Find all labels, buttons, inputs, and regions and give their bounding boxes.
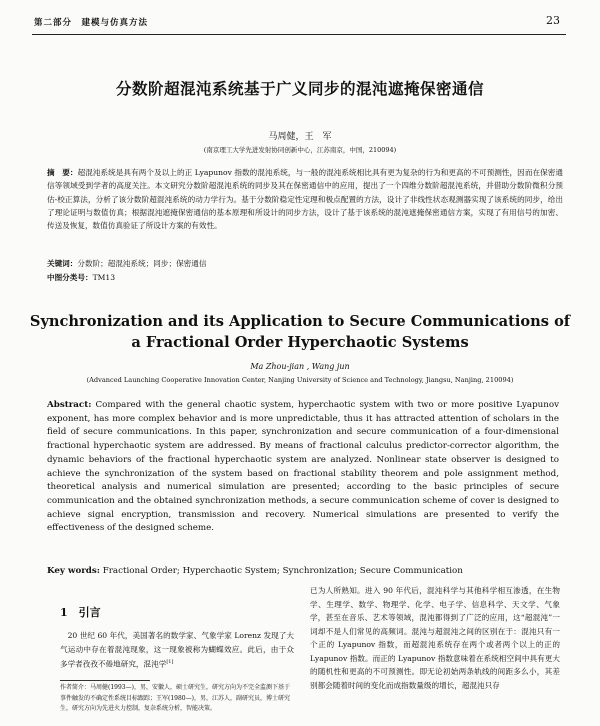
- keywords-cn-text: 分数阶；超混沌系统；同步；保密通信: [77, 259, 207, 268]
- section-heading-introduction: 1 引言: [60, 606, 101, 619]
- body-right-column: [310, 584, 560, 692]
- clc-number: [47, 272, 115, 283]
- citation-1: [1]: [166, 659, 174, 665]
- running-head: 第二部分 建模与仿真方法: [34, 18, 149, 28]
- abstract-cn-label: 摘 要：: [47, 168, 78, 177]
- footnote-rule: [60, 680, 150, 681]
- title-en-line1: Synchronization and its Application to Secure Communications of: [29, 313, 571, 330]
- affiliation-cn: (南京理工大学先进发射协同创新中心，江苏南京，中国，210094): [203, 146, 397, 154]
- clc-value: TM13: [92, 273, 116, 282]
- authors-cn: 马周健，王 军: [268, 132, 332, 142]
- abstract-en-text: Compared with the general chaotic system, hyperchaotic system with two or more positive Lyapunov exponent, has more complex behavior and is more unpredictable, thus it has attracted attention of scholars in the field of secure communications. In this paper, synchronization and secure communication of a four-dimensional fractional hyperchaotic system are addressed. By means of fractional calculus predictor-corrector algorithm, the dynamic behaviors of the fractional hyperchaotic system are analyzed. Nonlinear state observer is designed to achieve the synchronization of the system based on fractional stability theorem and pole assignment method, theoretical analysis and numerical simulation are presented; according to the basic principles of secure communication and the obtained synchronization methods, a secure communication scheme of cover is designed to achieve signal encryption, transmission and recovery. Numerical simulations are presented to verify the effectiveness of the designed scheme.: [47, 400, 559, 534]
- affiliation-en: (Advanced Launching Cooperative Innovation Center, Nanjing University of Science and Technology, Jiangsu, Nanjing, 210094): [86, 376, 514, 384]
- abstract-en: [47, 399, 559, 536]
- header-rule: [32, 34, 566, 35]
- keywords-en-label: Key words:: [47, 566, 100, 576]
- page-number: 23: [546, 14, 560, 27]
- abstract-cn-text: 超混沌系统是具有两个及以上的正 Lyapunov 指数的混沌系统，与一般的混沌系统相比具有更为复杂的行为和更高的不可预测性，因而在保密通信等领域受到学者的高度关注。本文研究分数阶超混沌系统的同步及其在保密通信中的应用，提出了一个四维分数阶超混沌系统，并借助分数阶微积分预估-校正算法，分析了该分数阶超混沌系统的动力学行为。基于分数阶稳定性定理和极点配置的方法，设计了非线性状态观测器实现了该系统的同步，给出了理论证明与数值仿真；根据混沌遮掩保密通信的基本原理和所设计的同步方法，设计了基于该系统的混沌遮掩保密通信方案，实现了有用信号的加密、传送及恢复，数值仿真验证了所设计方案的有效性。: [47, 168, 563, 231]
- body-left-column: [60, 629, 294, 671]
- title-en-line2: a Fractional Order Hyperchaotic Systems: [131, 334, 469, 351]
- intro-left-text: 20 世纪 60 年代，美国著名的数学家、气象学家 Lorenz 发现了大气运动中存在着混沌现象，这一现象被称为蝴蝶效应。此后，由于众多学者孜孜不倦地研究，混沌学: [60, 631, 294, 669]
- title-cn: 分数阶超混沌系统基于广义同步的混沌遮掩保密通信: [115, 79, 484, 98]
- abstract-en-label: Abstract:: [47, 400, 92, 410]
- clc-label: 中图分类号：: [47, 273, 93, 282]
- title-en: [0, 311, 600, 353]
- keywords-cn: [47, 258, 206, 269]
- authors-en: Ma Zhou-jian , Wang jun: [250, 362, 350, 371]
- intro-right-text: 已为人所熟知。进入 90 年代后，混沌科学与其他科学相互渗透，在生物学、生理学、数学、物理学、化学、电子学、信息科学、天文学、气象学，甚至在音乐、艺术等领域，混沌都得到了广泛的应用，这“超混沌”一词却不是人们常见的高频词。混沌与超混沌之间的区别在于：混沌只有一个正的 Lyapunov 指数，而超混沌系统存在两个或者两个以上的正的 Lyapunov 指数。而正的 Lyapunov 指数意味着在系统相空间中具有更大的随机性和更高的不可预测性。即无论初始两条轨线的间距多么小，其差别都会随着时间的变化而成指数量级的增长，超混沌只存: [310, 586, 560, 690]
- keywords-en-text: Fractional Order; Hyperchaotic System; Synchronization; Secure Communication: [99, 566, 463, 576]
- keywords-en: [47, 566, 463, 576]
- keywords-cn-label: 关键词：: [47, 259, 78, 268]
- abstract-cn: [47, 166, 563, 232]
- author-footnote: 作者简介：马周健(1993—)，男，安徽人，硕士研究生，研究方向为不完全监测下基于事件触发的不确定性系统目标跟踪；王军(1980—)，男，江苏人，副研究员，博士研究生，研究方向为先进火力控制，复杂系统分析，智能决策。: [60, 684, 290, 712]
